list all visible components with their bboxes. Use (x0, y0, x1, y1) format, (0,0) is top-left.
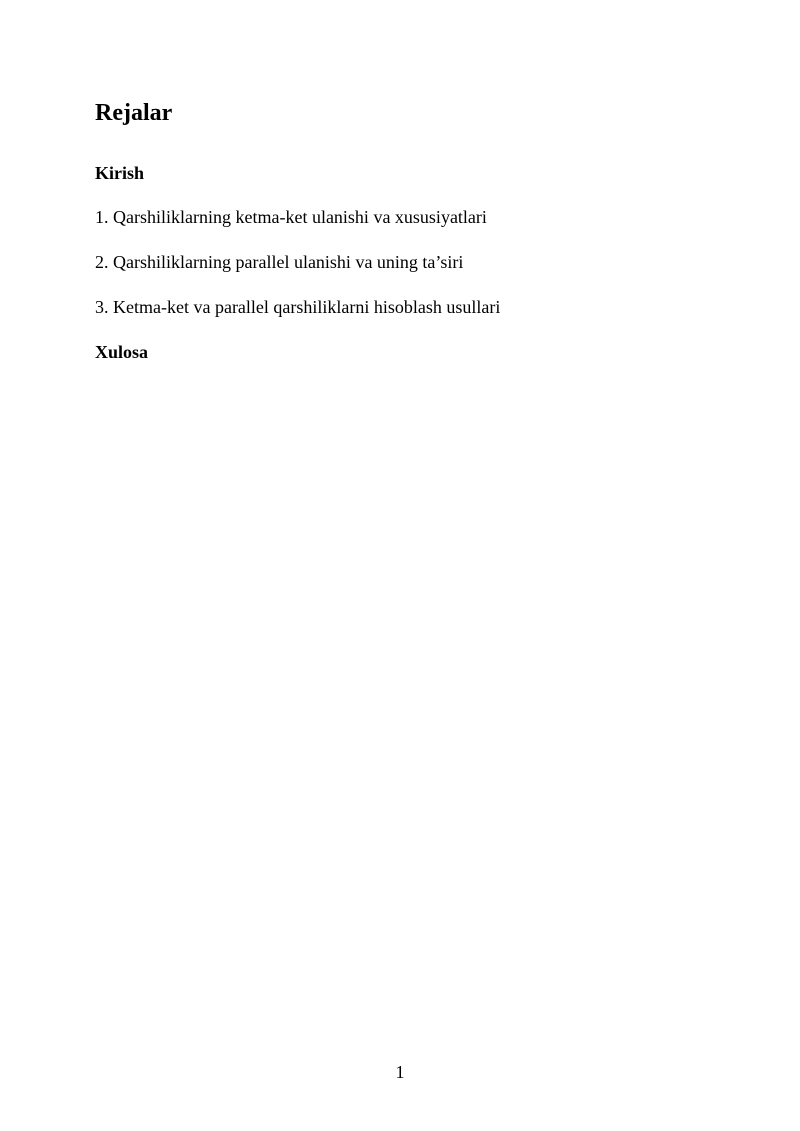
plan-item-introduction: Kirish (95, 163, 145, 183)
plan-item-1: 1. Qarshiliklarning ketma-ket ulanishi va xususiyatlari (95, 207, 487, 227)
plan-item-3: 3. Ketma-ket va parallel qarshiliklarni hisoblash usullari (95, 297, 501, 317)
plan-item-2: 2. Qarshiliklarning parallel ulanishi va uning ta’siri (95, 252, 464, 272)
plan-item-conclusion: Xulosa (95, 342, 149, 362)
page-title: Rejalar (95, 100, 173, 126)
page-number: 1 (395, 1062, 405, 1082)
